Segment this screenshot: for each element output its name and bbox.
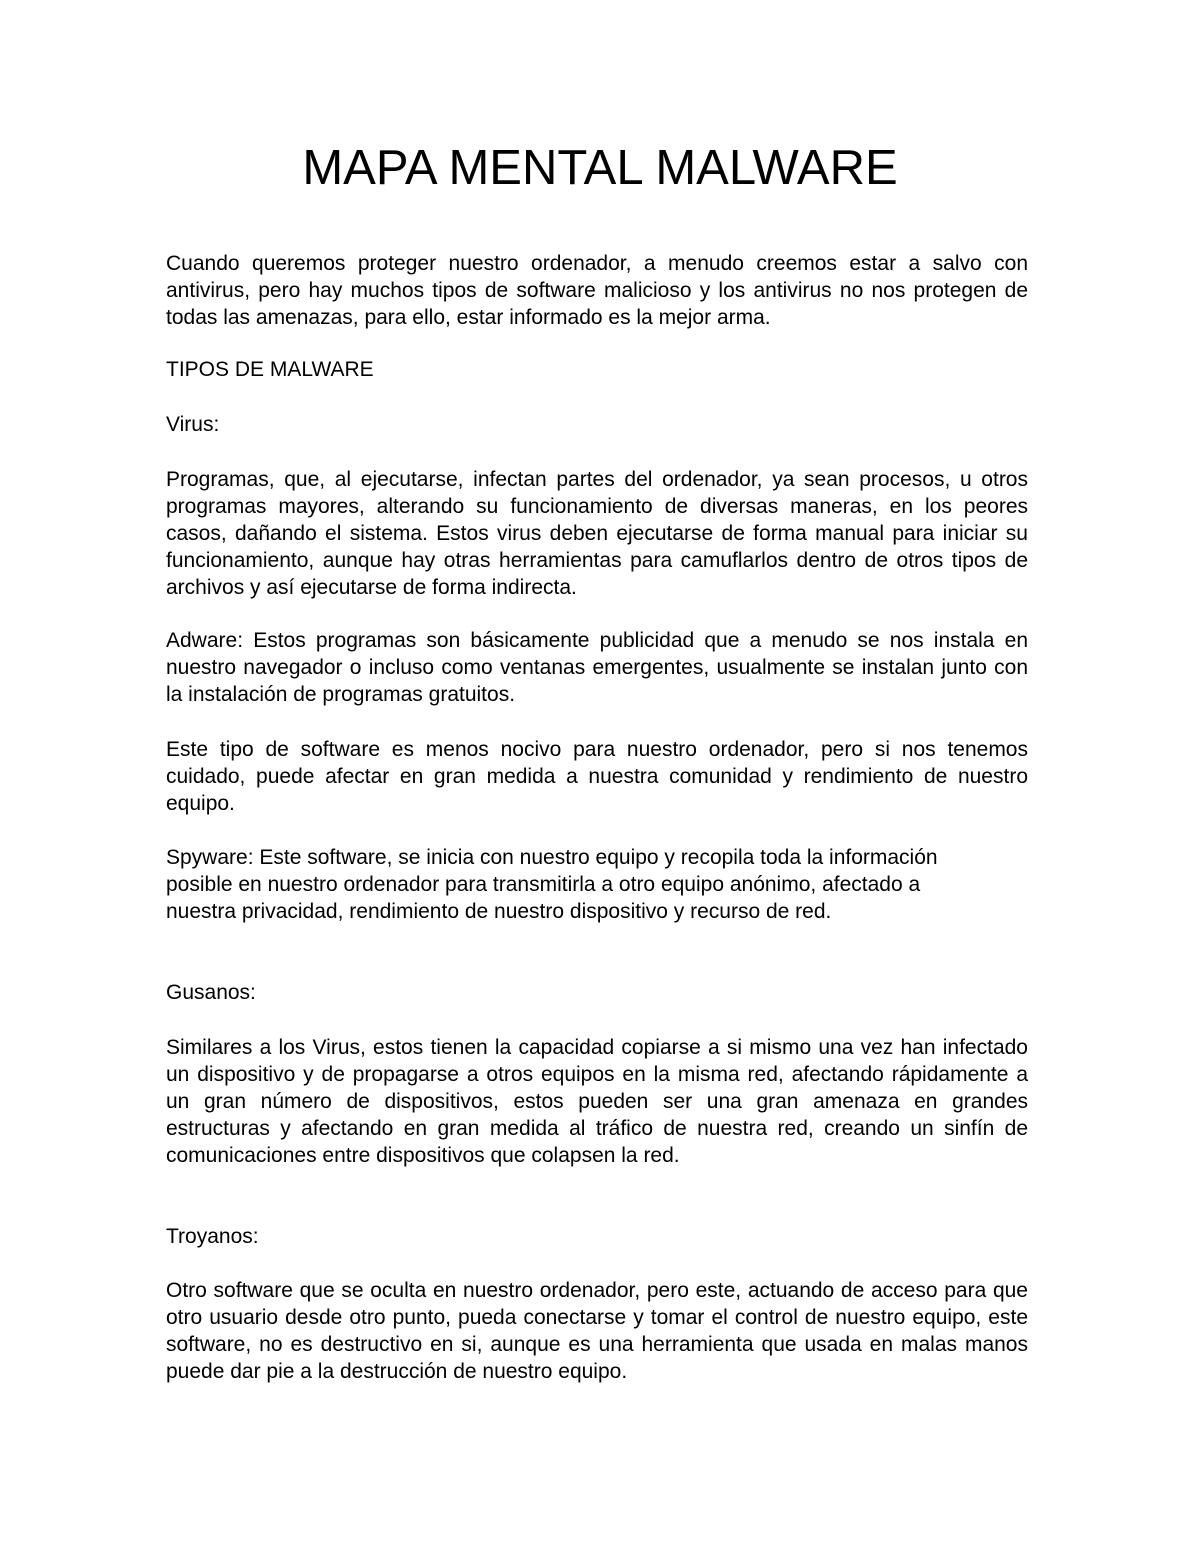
gusanos-heading: Gusanos: [166,981,256,1004]
troyanos-heading: Troyanos: [166,1225,259,1248]
document-title: MAPA MENTAL MALWARE [302,141,898,195]
spyware-paragraph: Spyware: Este software, se inicia con nuestro equipo y recopila toda la información posible en nuestro ordenador para transmitirla a otro equipo anónimo, afectado a nuestra privacidad, rendimiento de nuestro dispositivo y recurso de red. [166,846,938,923]
gusanos-paragraph: Similares a los Virus, estos tienen la capacidad copiarse a si mismo una vez han infectado un dispositivo y de propagarse a otros equipos en la misma red, afectando rápidamente a un gran número de dispositivos, estos pueden ser una gran amenaza en grandes estructuras y afectando en gran medida al tráfico de nuestra red, creando un sinfín de comunicaciones entre dispositivos que colapsen la red. [166,1036,1028,1167]
virus-paragraph: Programas, que, al ejecutarse, infectan partes del ordenador, ya sean procesos, u otros programas mayores, alterando su funcionamiento de diversas maneras, en los peores casos, dañando el sistema. Estos virus deben ejecutarse de forma manual para iniciar su funcionamiento, aunque hay otras herramientas para camuflarlos dentro de otros tipos de archivos y así ejecutarse de forma indirecta. [166,468,1028,599]
section-heading: TIPOS DE MALWARE [166,358,374,381]
intro-paragraph: Cuando queremos proteger nuestro ordenador, a menudo creemos estar a salvo con antivirus, pero hay muchos tipos de software malicioso y los antivirus no nos protegen de todas las amenazas, para ello, estar informado es la mejor arma. [166,252,1028,329]
adware-paragraph-2: Este tipo de software es menos nocivo para nuestro ordenador, pero si nos tenemos cuidado, puede afectar en gran medida a nuestra comunidad y rendimiento de nuestro equipo. [166,738,1028,815]
troyanos-paragraph: Otro software que se oculta en nuestro ordenador, pero este, actuando de acceso para que otro usuario desde otro punto, pueda conectarse y tomar el control de nuestro equipo, este software, no es destructivo en si, aunque es una herramienta que usada en malas manos puede dar pie a la destrucción de nuestro equipo. [166,1279,1028,1383]
adware-paragraph: Adware: Estos programas son básicamente publicidad que a menudo se nos instala en nuestro navegador o incluso como ventanas emergentes, usualmente se instalan junto con la instalación de programas gratuitos. [166,629,1028,706]
virus-heading: Virus: [166,413,220,436]
